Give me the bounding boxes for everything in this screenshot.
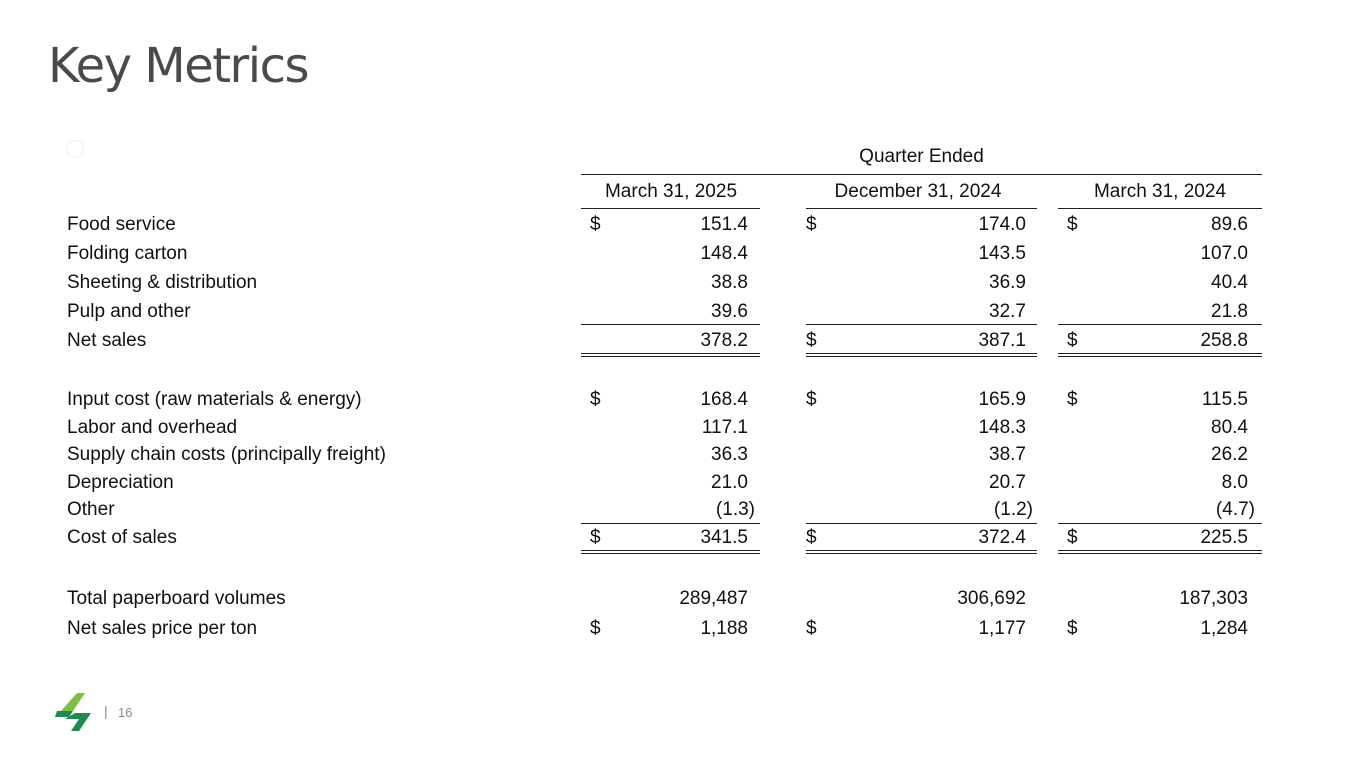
cell-value: 1,188: [700, 618, 748, 639]
table-row: [0, 243, 1365, 271]
row-label: Pulp and other: [67, 301, 191, 322]
cell-value: 39.6: [711, 301, 748, 322]
subtotal-rule: [1058, 324, 1262, 325]
currency-symbol: $: [1067, 389, 1078, 410]
cell-value: (1.3): [715, 499, 755, 520]
cell-value: 1,284: [1200, 618, 1248, 639]
cell-value: 165.9: [978, 389, 1026, 410]
subtotal-rule: [806, 324, 1037, 325]
row-label: Folding carton: [67, 243, 188, 264]
cell-value: 341.5: [700, 527, 748, 548]
currency-symbol: $: [1067, 527, 1078, 548]
cell-value: 89.6: [1211, 214, 1248, 235]
faint-mark: [66, 140, 84, 158]
currency-symbol: $: [806, 618, 817, 639]
cell-value: 168.4: [700, 389, 748, 410]
cell-value: 8.0: [1221, 472, 1248, 493]
currency-symbol: $: [590, 389, 601, 410]
row-label: Food service: [67, 214, 176, 235]
total-double-rule: [806, 550, 1037, 554]
cell-value: 1,177: [978, 618, 1026, 639]
cell-value: 32.7: [989, 301, 1026, 322]
currency-symbol: $: [806, 214, 817, 235]
page-title: Key Metrics: [48, 38, 309, 94]
cell-value: 36.9: [989, 272, 1026, 293]
page-number: 16: [118, 705, 133, 720]
group-underline: [581, 174, 1262, 175]
cell-value: 151.4: [700, 214, 748, 235]
table-row: [0, 444, 1365, 472]
cell-value: 387.1: [978, 330, 1026, 351]
cell-value: 174.0: [978, 214, 1026, 235]
currency-symbol: $: [590, 618, 601, 639]
cell-value: 225.5: [1200, 527, 1248, 548]
total-double-rule: [581, 550, 760, 554]
table-row: [0, 389, 1365, 417]
table-row: [0, 618, 1365, 646]
row-label: Labor and overhead: [67, 417, 238, 438]
row-label: Depreciation: [67, 472, 174, 493]
subtotal-rule: [581, 324, 760, 325]
cell-value: 40.4: [1211, 272, 1248, 293]
row-label: Sheeting & distribution: [67, 272, 258, 293]
subtotal-rule: [1058, 523, 1262, 524]
cell-value: 115.5: [1201, 389, 1248, 410]
row-label: Cost of sales: [67, 527, 177, 548]
cell-value: (4.7): [1215, 499, 1255, 520]
cell-value: 38.8: [711, 272, 748, 293]
currency-symbol: $: [590, 214, 601, 235]
subtotal-rule: [806, 523, 1037, 524]
cell-value: 289,487: [679, 588, 748, 609]
row-label: Net sales: [67, 330, 147, 351]
currency-symbol: $: [806, 527, 817, 548]
cell-value: 21.0: [711, 472, 748, 493]
total-double-rule: [581, 353, 760, 357]
company-logo-icon: [55, 693, 97, 731]
row-label: Other: [67, 499, 115, 520]
table-row: [0, 272, 1365, 300]
cell-value: (1.2): [993, 499, 1033, 520]
total-double-rule: [1058, 550, 1262, 554]
cell-value: 117.1: [701, 417, 748, 438]
table-row: [0, 214, 1365, 242]
cell-value: 107.0: [1200, 243, 1248, 264]
cell-value: 26.2: [1211, 444, 1248, 465]
column-header: March 31, 2024: [1093, 181, 1227, 202]
column-header: December 31, 2024: [834, 181, 1002, 202]
currency-symbol: $: [1067, 330, 1078, 351]
currency-symbol: $: [806, 389, 817, 410]
table-row: [0, 417, 1365, 445]
column-header: March 31, 2025: [604, 181, 738, 202]
total-double-rule: [806, 353, 1037, 357]
footer-separator: |: [104, 703, 108, 719]
cell-value: 36.3: [711, 444, 748, 465]
cell-value: 372.4: [978, 527, 1026, 548]
cell-value: 258.8: [1200, 330, 1248, 351]
header-underline: [806, 208, 1037, 209]
row-label: Input cost (raw materials & energy): [67, 389, 362, 410]
currency-symbol: $: [590, 527, 601, 548]
cell-value: 38.7: [989, 444, 1026, 465]
cell-value: 306,692: [957, 588, 1026, 609]
row-label: Net sales price per ton: [67, 618, 258, 639]
subtotal-rule: [581, 523, 760, 524]
cell-value: 80.4: [1211, 417, 1248, 438]
cell-value: 21.8: [1211, 301, 1248, 322]
table-row: [0, 588, 1365, 616]
cell-value: 20.7: [989, 472, 1026, 493]
total-double-rule: [1058, 353, 1262, 357]
header-underline: [581, 208, 760, 209]
cell-value: 143.5: [978, 243, 1026, 264]
header-underline: [1058, 208, 1262, 209]
cell-value: 148.3: [978, 417, 1026, 438]
row-label: Supply chain costs (principally freight): [67, 444, 386, 465]
table-row: [0, 472, 1365, 500]
currency-symbol: $: [806, 330, 817, 351]
cell-value: 148.4: [700, 243, 748, 264]
cell-value: 378.2: [700, 330, 748, 351]
currency-symbol: $: [1067, 214, 1078, 235]
currency-symbol: $: [1067, 618, 1078, 639]
column-group-label: Quarter Ended: [859, 146, 984, 167]
cell-value: 187,303: [1179, 588, 1248, 609]
row-label: Total paperboard volumes: [67, 588, 286, 609]
